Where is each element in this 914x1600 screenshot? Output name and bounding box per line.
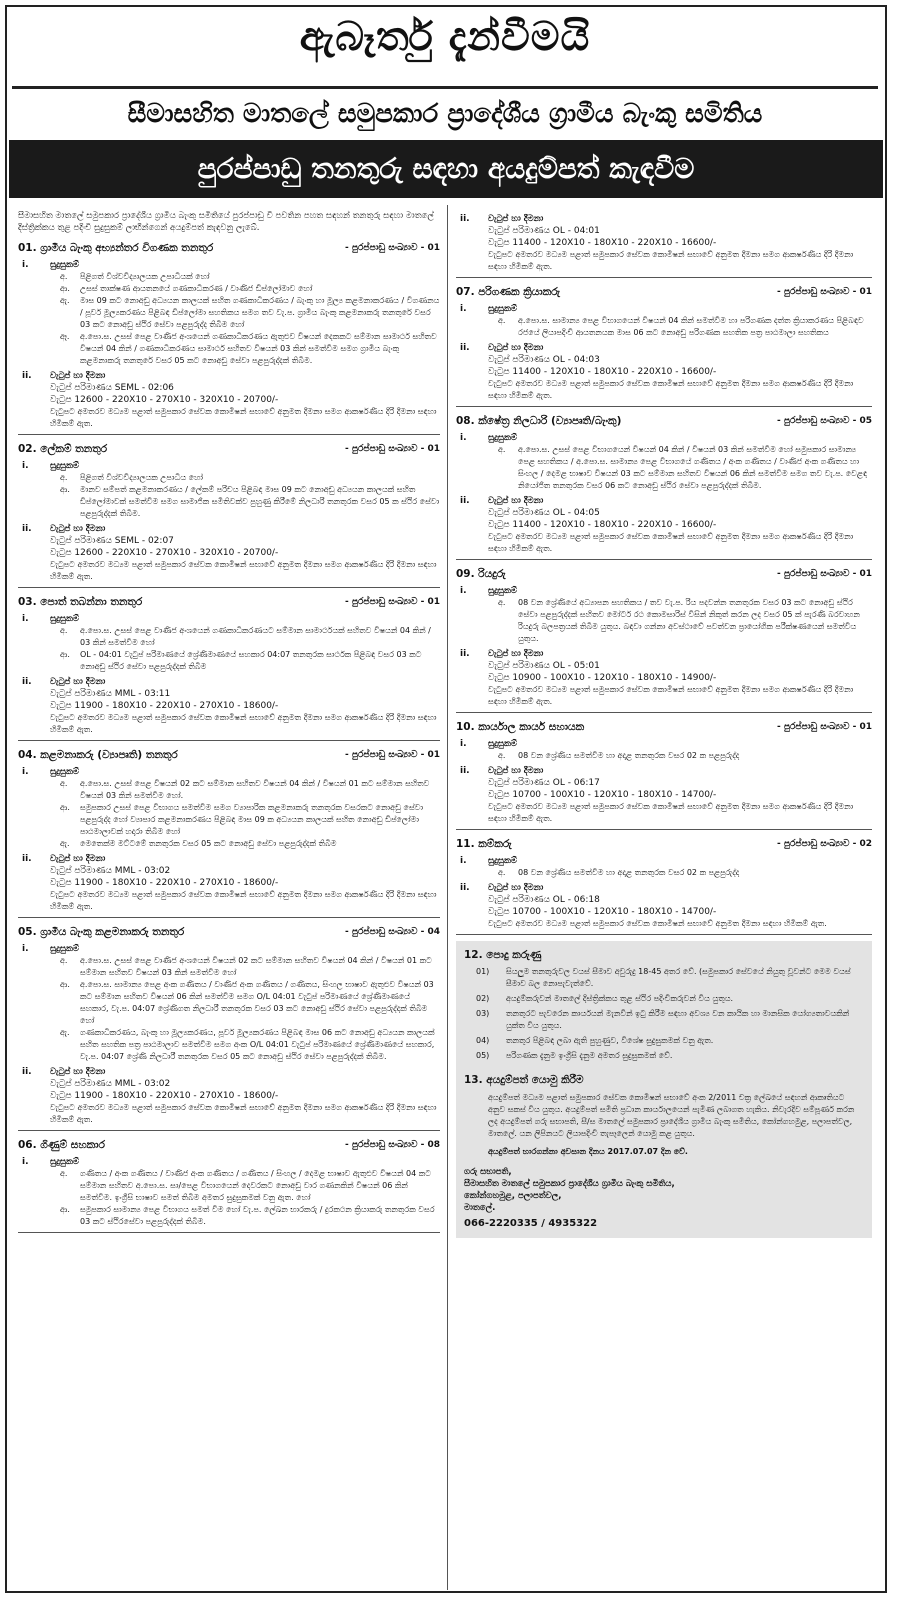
qualifications-number: i. bbox=[460, 739, 467, 749]
qualification-item bbox=[50, 283, 440, 295]
general-item bbox=[464, 1008, 864, 1032]
salary-body bbox=[488, 648, 872, 708]
salary-block bbox=[456, 342, 872, 402]
vacancy-section bbox=[456, 566, 872, 713]
salary-body bbox=[488, 213, 872, 273]
qualifications-label: සුදුසුකම් bbox=[488, 856, 518, 866]
salary-scale: වැටුප් පරිමාණය OL - 06:18 bbox=[488, 895, 600, 905]
vacancy-count: - පුරප්පාඩු සංඛ්‍යාව - 08 bbox=[345, 1140, 440, 1150]
salary-block bbox=[456, 765, 872, 825]
qualifications-number: i. bbox=[22, 767, 29, 777]
item-letter: ඇ. bbox=[60, 296, 70, 305]
qualifications-body bbox=[488, 855, 872, 879]
vacancy-count: - පුරප්පාඩු සංඛ්‍යාව - 01 bbox=[345, 243, 440, 253]
qualifications-block bbox=[18, 460, 440, 520]
salary-range: වැටුප 10700 - 100X10 - 120X10 - 180X10 - 14700/- bbox=[488, 790, 717, 800]
item-text: 08 වන ශ්‍රේණියේ අධ්‍යාපන සහතිකය / තව වැ.ප. රිය පදවන්න තනතුරක වසර 03 කට නොඅඩු ස්ථිර සේවා පළපුරුද්දක් සහිතව මෝටර් රථ කොමසාරිස් විසින් නිකුත් කරන ලද වසර 05 ක් පැරණි බරවාහන රියදුරු බලපත්‍රයක් තිබීම යුතුය. බඳවා ගන්නා අවස්ථාවේ පවත්වන ප්‍රායෝගික පරීක්ෂණයෙන් සමත්විය යුතුය. bbox=[518, 598, 860, 643]
vacancy-title bbox=[18, 240, 213, 256]
item-text: මාස 09 කට නොඅඩු අධ්‍යයන කාලයක් සහිත ගණකාධිකරණය / බැංකු හා මූල්‍ය කළමනාකරණය / විගණනය / පූර්ව මූල්‍යකරණය පිළිබඳ ඩිප්ලෝමා සහතිකය සමග තව වැ.ප. ග්‍රාමීය බැංකු කළමනාකරු තනතුරේ වසර 03 කට නොඅඩු ස්ථිර සේවා පළපුරුද්ද තිබීම හෝ bbox=[80, 296, 440, 329]
item-letter: අ. bbox=[498, 751, 506, 760]
qualifications-block bbox=[18, 259, 440, 367]
salary-block bbox=[18, 523, 440, 583]
qualification-item bbox=[50, 979, 440, 1027]
general-item-text: තනතුර පිළිබඳ ලබා ඇති පුහුණුව, විශේෂ සුදුසුකමක් වනු ඇත. bbox=[506, 1036, 714, 1045]
general-item-text: සියලුම තනතුරුවල වයස් සීමාව අවුරුදු 18-45 අතර වේ. (සමුපකාර සේවයේ නියුතු වූවන්ට මෙම වයස් සීමාව බල නොපැවැත්වේ. bbox=[506, 967, 851, 988]
qualifications-number: i. bbox=[460, 586, 467, 596]
general-item-text: තනතුරට පැවරෙන කාර්යයන් මැනවින් ඉටු කිරීම සඳහා අවශ්‍ය වන කායික හා මානසික යෝග්‍යතාවයකින් යුක්ත විය යුතුය. bbox=[506, 1009, 850, 1030]
salary-note: වැටුපට අමතරව මධ්‍යම පළාත් සමුපකාර සේවක කොමිෂන් සභාවේ අනුමත දීමනා සමග ආකර්ෂණීය දිරි දීමනා සඳහා හිමිකම් ඇත. bbox=[50, 890, 437, 911]
item-text: උසස් තාක්ෂණ ආයතනයේ ගණකාධිකරණ / වාණිජ ඩිප්ලෝමාව හෝ bbox=[80, 284, 313, 293]
salary-body bbox=[488, 882, 872, 930]
qualifications-body bbox=[50, 1156, 440, 1228]
qualifications-body bbox=[50, 460, 440, 520]
salary-scale: වැටුප් පරිමාණය OL - 04:03 bbox=[488, 355, 600, 365]
vacancy-title bbox=[18, 594, 142, 610]
vacancy-count: - පුරප්පාඩු සංඛ්‍යාව - 01 bbox=[345, 444, 440, 454]
salary-body bbox=[50, 370, 440, 430]
item-letter: ආ. bbox=[60, 803, 70, 812]
headline-banner: පුරප්පාඩු තනතුරු සඳහා අයදුම්පත් කැඳවීම bbox=[9, 140, 883, 198]
general-heading: 12. පොදු කරුණු bbox=[464, 949, 542, 961]
vacancy-title bbox=[456, 413, 621, 429]
salary-body bbox=[50, 676, 440, 736]
vacancy-title bbox=[18, 441, 107, 457]
vacancy-count: - පුරප්පාඩු සංඛ්‍යාව - 01 bbox=[345, 597, 440, 607]
salary-label: වැටුප් හා දීමනා bbox=[50, 371, 106, 381]
vacancy-count: - පුරප්පාඩු සංඛ්‍යාව - 01 bbox=[345, 750, 440, 760]
vacancy-number: 06. bbox=[18, 1139, 37, 1151]
item-text: අ.පො.ස. උසස් පෙළ විභාගයෙන් විෂයන් 04 කින් / විෂයන් 03 කින් සමත්වීම හෝ සමුපකාර සාමාන්‍ය පෙළ සහතිකය / අ.පො.ස. සාමාන්‍ය පෙළ විභාගයේ ගණිතය / අංක ගණිතය / වාණිජ අංක ගණිතය හා සිංහල / දෙමළ භාෂාව විෂයන් 03 කට සම්මාන සහිතව විෂයන් 06 කින් සමත්වීම සමග තව වැ.ප. වෙළඳ නියෝජිත තනතුරක වසර 06 කට නොඅඩු ස්ථිර සේවා පළපුරුද්දක් තිබීම. bbox=[518, 445, 868, 490]
salary-block bbox=[456, 882, 872, 930]
salary-scale: වැටුප් පරිමාණය SEML - 02:07 bbox=[50, 536, 174, 546]
contact-address-1: කෝන්ගහමුළ, පලාපත්වල, bbox=[464, 1191, 562, 1201]
salary-scale: වැටුප් පරිමාණය OL - 04:05 bbox=[488, 508, 600, 518]
vacancy-heading bbox=[18, 441, 440, 457]
vacancy-heading bbox=[456, 284, 872, 300]
salary-range: වැටුප 11900 - 180X10 - 220X10 - 270X10 - 18600/- bbox=[50, 701, 279, 711]
qualification-item bbox=[50, 802, 440, 838]
vacancy-title bbox=[18, 747, 178, 763]
salary-scale: වැටුප් පරිමාණය MML - 03:02 bbox=[50, 866, 171, 876]
item-text: මෙතෙක්ම මට්ටමේ තනතුරක වසර 05 කට නොඅඩු සේවා පළපුරුද්දක් තිබීම bbox=[80, 839, 337, 848]
vacancy-number: 08. bbox=[456, 415, 475, 427]
apply-body: අයදුම්පත් මධ්‍යම පළාත් සමුපකාර සේවක කොමිෂන් සභාවේ අංක 2/2011 චක්‍ර ලේඛයේ සඳහන් ආකෘතියට අනුව සකස් විය යුතුය. අයදුම්පත් සමිති ප්‍රධාන කාර්යාලයෙන් පැමිණ ලබාගත හැකිය. නිවැරදිව සම්පූර්ණ කරන ලද අයදුම්පත් ගරු සභාපති, සී/ස මාතලේ සමුපකාර ප්‍රාදේශීය ග්‍රාමීය බැංකු සමිතිය, කෝන්ගහමුළ, පලාපත්වල, මාතලේ. යන ලිපිනයට ලියාපදිංචි තැපෑලෙන් යොමු කළ යුතුය. bbox=[488, 1093, 855, 1138]
vacancy-heading bbox=[18, 1137, 440, 1153]
salary-body bbox=[488, 495, 872, 555]
general-item bbox=[464, 993, 864, 1005]
qualifications-number: i. bbox=[22, 614, 29, 624]
salary-note: වැටුපට අමතරව මධ්‍යම පළාත් සමුපකාර සේවක කොමිෂන් සභාවේ අනුමත දීමනා සඳහා හිමිකම් ඇත. bbox=[488, 919, 827, 928]
salary-label: වැටුප් හා දීමනා bbox=[488, 766, 544, 776]
qualifications-block bbox=[456, 432, 872, 492]
item-text: OL - 04:01 වැටුප් පරිමාණයේ ශ්‍රේණිමාණයේ සහකාර 04:07 තනතුරක සාර්ථක පිළිබඳ වසර 03 කට නොඅඩු ස්ථිර සේවා පළපුරුද්දක් තිබීම bbox=[80, 650, 422, 671]
vacancy-heading bbox=[456, 566, 872, 582]
salary-number: ii. bbox=[22, 854, 32, 864]
vacancy-number: 04. bbox=[18, 749, 37, 761]
qualification-item bbox=[50, 331, 440, 367]
qualifications-block bbox=[456, 855, 872, 879]
qualification-item bbox=[50, 484, 440, 520]
salary-scale: වැටුප් පරිමාණය MML - 03:02 bbox=[50, 1079, 171, 1089]
vacancy-count: - පුරප්පාඩු සංඛ්‍යාව - 01 bbox=[777, 569, 872, 579]
qualifications-number: i. bbox=[22, 944, 29, 954]
item-letter: ඇ. bbox=[60, 1028, 70, 1037]
qualifications-block bbox=[18, 613, 440, 673]
item-text: අ.පො.ස. උසස් පෙළ වාණිජ අංශයෙන් ගණකාධිකරණය ඇතුළුව විෂයන් දෙකකට සම්මාන සාමාර්ථ සහිතව විෂයන් 04 කින් / ගණකාධිකරණය සාමාර්ථ සහිතව විෂයන් 03 කින් සමත්වීම සමග ග්‍රාමීය බැංකු කළමනාකරු තනතුරේ වසර 05 කට නොඅඩු සේවා පළපුරුද්දක් තිබීම. bbox=[80, 332, 437, 365]
salary-note: වැටුපට අමතරව මධ්‍යම පළාත් සමුපකාර සේවක කොමිෂන් සභාවේ අනුමත දීමනා සමග ආකර්ෂණීය දිරි දීමනා සඳහා හිමිකම් ඇත. bbox=[50, 560, 437, 581]
vacancy-section bbox=[18, 924, 440, 1131]
qualifications-body bbox=[488, 303, 872, 339]
qualification-item bbox=[50, 295, 440, 331]
salary-body bbox=[50, 853, 440, 913]
vacancy-name: ක්ෂේත්‍ර නිලධාරි (ව්‍යාපෘති/බැංකු) bbox=[478, 415, 622, 427]
item-text: මානව සම්පත් කළමනාකරණය / ලේකම් පරිචය පිළිබඳ මාස 09 කට නොඅඩු අධ්‍යයන කාලයක් සහිත ඩිප්ලෝමාවක් සමත්වීම සමග සාමාජික සමිතිවක්ව පුහුණු කිරීමේ නිලධාරි තනතුරක වසර 05 ක ස්ථිර සේවා පළපුරුද්දක් තිබීම. bbox=[80, 485, 440, 518]
qualification-item bbox=[50, 1027, 440, 1063]
qualifications-number: i. bbox=[460, 304, 467, 314]
vacancy-count: - පුරප්පාඩු සංඛ්‍යාව - 05 bbox=[777, 416, 872, 426]
general-box bbox=[456, 941, 872, 1238]
qualification-item bbox=[488, 750, 872, 762]
qualifications-body bbox=[488, 432, 872, 492]
page-title: ඇබෑර්තු දැන්වීමයි bbox=[299, 14, 591, 60]
qualifications-label: සුදුසුකම් bbox=[50, 461, 80, 471]
item-text: අ.පො.ස. සාමාන්‍ය පෙළ අංක ගණිතය / වාණිජ අංක ගණිතය / ගණිතය, සිංහල භාෂාව ඇතුළුව විෂයන් 03 කට සම්මාන සහිතව විෂයන් 06 කින් සමත්වීම සමග O/L 04:01 වැටුප් පරිමාණයේ ශ්‍රේණිමාණයේ සහකාර, වැ.ප. 04:07 ශ්‍රේණිගත නිලධාරී තනතුරක වසර 03 කට නොඅඩු ස්ථිර සේවා පළපුරුද්දක් තිබීම හෝ bbox=[80, 980, 434, 1025]
vacancy-section bbox=[456, 213, 872, 278]
vacancy-heading bbox=[456, 719, 872, 735]
salary-number: ii. bbox=[460, 766, 470, 776]
salary-label: වැටුප් හා දීමනා bbox=[50, 524, 106, 534]
qualifications-body bbox=[488, 738, 872, 762]
item-letter: ආ. bbox=[60, 485, 70, 494]
item-letter: අ. bbox=[498, 598, 506, 607]
vacancy-number: 02. bbox=[18, 443, 37, 455]
salary-number: ii. bbox=[460, 883, 470, 893]
item-text: ගණකාධිකරණය, බැංකු හා මූල්‍යකරණය, පූර්ව මූල්‍යකරණය පිළිබඳ මාස 06 කට නොඅඩු අධ්‍යයන කාලයක් සහිත සහතික පත්‍ර පාඨමාලාව සමත්වීම සමග අංක O/L 04:01 වැටුප් පරිමාණයේ ශ්‍රේණිමාණයේ සහකාර, වැ.ප. 04:07 ශ්‍රේණි නිලධාරී තනතුරක වසර 05 කට නොඅඩු ස්ථිර සේවා පළපුරුද්දක් තිබීම. bbox=[80, 1028, 435, 1061]
vacancy-title bbox=[18, 924, 184, 940]
contact-phone: 066-2220335 / 4935322 bbox=[464, 1218, 598, 1229]
salary-note: වැටුපට අමතරව මධ්‍යම පළාත් සමුපකාර සේවක කොමිෂන් සභාවේ අනුමත දීමනා සමග ආකර්ෂණීය දිරි දීමනා සඳහා හිමිකම් ඇත. bbox=[488, 685, 854, 706]
vacancy-heading bbox=[18, 924, 440, 940]
closing-date: අයදුම්පත් භාරගන්නා අවසාන දිනය 2017.07.07 දින වේ. bbox=[488, 1147, 688, 1156]
vacancy-number: 03. bbox=[18, 596, 37, 608]
general-item-number: 04) bbox=[476, 1036, 490, 1045]
left-column bbox=[18, 210, 440, 1239]
intro-paragraph: සීමාසහිත මාතලේ සමුපකාර ප්‍රාදේශීය ග්‍රාමීය බැංකු සමිතියේ පුරප්පාඩු වී පවතින පහත සඳහන් තනතුරු සඳහා මාතලේ දිස්ත්‍රික්කය තුළ පදිංචි සුදුසුකම් ලාභීන්ගෙන් අයදුම්පත් කැඳවනු ලැබේ. bbox=[18, 211, 434, 233]
qualification-item bbox=[488, 867, 872, 879]
qualifications-label: සුදුසුකම් bbox=[488, 586, 518, 596]
vacancy-title bbox=[456, 566, 506, 582]
salary-scale: වැටුප් පරිමාණය OL - 05:01 bbox=[488, 661, 600, 671]
salary-label: වැටුප් හා දීමනා bbox=[488, 883, 544, 893]
vacancy-count: - පුරප්පාඩු සංඛ්‍යාව - 01 bbox=[777, 722, 872, 732]
vacancy-name: ලේකම් තනතුර bbox=[40, 443, 108, 455]
general-item bbox=[464, 966, 864, 990]
salary-block bbox=[18, 370, 440, 430]
salary-range: වැටුප 10900 - 100X10 - 120X10 - 180X10 - 14900/- bbox=[488, 673, 717, 683]
item-text: අ.පො.ස. උසස් පෙළ වාණිජ අංශයෙන් විෂයන් 02 කට සම්මාන සහිතව විෂයන් 04 කින් / විෂයන් 01 කට සම්මාන සහිතව විෂයන් 03 කින් සමත්වීම හෝ bbox=[80, 956, 432, 977]
qualification-item bbox=[50, 472, 440, 484]
qualification-item bbox=[50, 649, 440, 673]
item-letter: අ. bbox=[498, 316, 506, 325]
salary-block bbox=[456, 213, 872, 273]
general-item-number: 03) bbox=[476, 1009, 490, 1018]
item-letter: අ. bbox=[60, 626, 68, 635]
item-letter: අ. bbox=[498, 868, 506, 877]
vacancy-title bbox=[18, 1137, 105, 1153]
vacancy-section bbox=[456, 719, 872, 830]
item-letter: අ. bbox=[60, 779, 68, 788]
salary-block bbox=[456, 495, 872, 555]
vacancy-name: ගිණුම් සහකාර bbox=[40, 1139, 105, 1151]
qualifications-body bbox=[50, 613, 440, 673]
qualification-item bbox=[50, 838, 440, 850]
salary-note: වැටුපට අමතරව මධ්‍යම පළාත් සමුපකාර සේවක කොමිෂන් සභාවේ අනුමත දීමනා සමග ආකර්ෂණීය දිරි දීමනා සඳහා හිමිකම් ඇත. bbox=[488, 250, 854, 271]
qualifications-block bbox=[18, 766, 440, 850]
contact-salutation: ගරු සභාපති, bbox=[464, 1167, 512, 1177]
qualifications-block bbox=[456, 303, 872, 339]
vacancy-heading bbox=[18, 594, 440, 610]
vacancy-count: - පුරප්පාඩු සංඛ්‍යාව - 01 bbox=[777, 287, 872, 297]
vacancy-number: 05. bbox=[18, 926, 37, 938]
salary-number: ii. bbox=[22, 524, 32, 534]
salary-body bbox=[488, 342, 872, 402]
salary-number: ii. bbox=[460, 649, 470, 659]
salary-body bbox=[50, 1066, 440, 1126]
vacancy-section bbox=[456, 284, 872, 407]
salary-range: වැටුප 10700 - 100X10 - 120X10 - 180X10 - 14700/- bbox=[488, 907, 717, 917]
salary-label: වැටුප් හා දීමනා bbox=[50, 677, 106, 687]
salary-number: ii. bbox=[22, 371, 32, 381]
vacancy-name: කාර්යාල කාර්ය සහායක bbox=[478, 721, 585, 733]
qualifications-number: i. bbox=[22, 260, 29, 270]
vacancy-name: ග්‍රාමීය බැංකු අභ්‍යන්තර විගණක තනතුර bbox=[40, 242, 214, 254]
qualification-item bbox=[488, 444, 872, 492]
salary-note: වැටුපට අමතරව මධ්‍යම පළාත් සමුපකාර සේවක කොමිෂන් සභාවේ අනුමත දීමනා සමග ආකර්ෂණීය දිරි දීමනා සඳහා හිමිකම් ඇත. bbox=[50, 407, 437, 428]
vacancy-count: - පුරප්පාඩු සංඛ්‍යාව - 02 bbox=[777, 839, 872, 849]
vacancy-name: ග්‍රාමීය බැංකු කළමනාකරු තනතුර bbox=[40, 926, 185, 938]
salary-range: වැටුප 11900 - 180X10 - 220X10 - 270X10 - 18600/- bbox=[50, 878, 279, 888]
vacancy-name: කළමනාකරු (ව්‍යාපෘති) තනතුර bbox=[40, 749, 178, 761]
right-column bbox=[456, 210, 872, 1238]
vacancy-title bbox=[456, 284, 560, 300]
contact-address-2: මාතලේ. bbox=[464, 1203, 496, 1213]
qualification-item bbox=[50, 778, 440, 802]
item-letter: ආ. bbox=[60, 284, 70, 293]
salary-label: වැටුප් හා දීමනා bbox=[50, 1067, 106, 1077]
column-divider bbox=[447, 205, 448, 1590]
qualifications-block bbox=[456, 738, 872, 762]
salary-scale: වැටුප් පරිමාණය OL - 04:01 bbox=[488, 226, 600, 236]
salary-block bbox=[18, 853, 440, 913]
qualification-item bbox=[50, 271, 440, 283]
general-item-text: අයදුම්කරුවන් මාතලේ දිස්ත්‍රික්කය තුළ ස්ථිර පදිංචිකරුවන් විය යුතුය. bbox=[506, 994, 734, 1003]
apply-heading: 13. අයදුම්පත් යොමු කිරීම bbox=[464, 1074, 584, 1086]
salary-label: වැටුප් හා දීමනා bbox=[50, 854, 106, 864]
qualifications-label: සුදුසුකම් bbox=[488, 433, 518, 443]
item-text: සමුපකාර සාමාන්‍ය පෙළ විභාගය සමත් වීම හෝ වැ.ප. ලේඛන භාරකරු / දුරකථන ක්‍රියාකරු තනතුරක වසර 03 කට ස්ථිරසේවා පළපුරුද්දක් තිබීම. bbox=[80, 1205, 435, 1226]
general-item bbox=[464, 1050, 864, 1062]
qualification-item bbox=[50, 625, 440, 649]
item-text: අ.පො.ස. උසස් පෙළ වාණිජ අංශයෙන් ගණකාධිකරණයට සම්මාන සාමාර්ථයක් සහිතව විෂයන් 04 කින් / 03 කින් සමත්වීම හෝ bbox=[80, 626, 431, 647]
general-item-number: 02) bbox=[476, 994, 490, 1003]
vacancy-name: පරිගණක ක්‍රියාකරු bbox=[478, 286, 561, 298]
vacancy-number: 11. bbox=[456, 838, 475, 850]
vacancy-heading bbox=[456, 836, 872, 852]
salary-number: ii. bbox=[460, 343, 470, 353]
item-letter: ආ. bbox=[60, 1205, 70, 1214]
item-letter: ආ. bbox=[60, 980, 70, 989]
vacancy-number: 09. bbox=[456, 568, 475, 580]
item-letter: අ. bbox=[60, 272, 68, 281]
qualifications-body bbox=[488, 585, 872, 645]
contact-org: සීමාසහිත මාතලේ සමුපකාර ප්‍රාදේශීය ග්‍රාමීය බැංකු සමිතිය, bbox=[464, 1179, 675, 1189]
qualifications-label: සුදුසුකම් bbox=[50, 1157, 80, 1167]
general-item-number: 05) bbox=[476, 1051, 490, 1060]
vacancy-number: 01. bbox=[18, 242, 37, 254]
qualifications-block bbox=[18, 943, 440, 1063]
salary-number: ii. bbox=[460, 214, 470, 224]
salary-label: වැටුප් හා දීමනා bbox=[488, 214, 544, 224]
item-text: පිළිගත් විශ්වවිද්‍යාලයක උපාධියක් හෝ bbox=[80, 272, 210, 281]
vacancy-heading bbox=[18, 240, 440, 256]
salary-label: වැටුප් හා දීමනා bbox=[488, 649, 544, 659]
salary-range: වැටුප 11900 - 180X10 - 220X10 - 270X10 - 18600/- bbox=[50, 1091, 279, 1101]
salary-range: වැටුප 11400 - 120X10 - 180X10 - 220X10 - 16600/- bbox=[488, 238, 717, 248]
item-text: ගණිතය / අංක ගණිතය / වාණිජ අංක ගණිතය / ගණිතය / සිංහල / දෙමළ භාෂාව ඇතුළුව විෂයන් 04 කට සම්මාන සහිතව අ.පො.ස. සා/පෙළ විභාගයෙන් දෙවරකට නොඅඩු වාර ගණනකින් විෂයන් 06 කින් සමත්වීම. ඉංග්‍රීසි භාෂාව සමත් තිබීම අමතර සුදුසුකමක් වනු ඇත. හෝ bbox=[80, 1169, 431, 1202]
item-text: පිළිගත් විශ්වවිද්‍යාලයක උපාධිය හෝ bbox=[80, 473, 204, 482]
salary-scale: වැටුප් පරිමාණය MML - 03:11 bbox=[50, 689, 171, 699]
salary-block bbox=[18, 1066, 440, 1126]
vacancy-heading bbox=[456, 413, 872, 429]
vacancy-section bbox=[18, 441, 440, 588]
vacancy-section bbox=[456, 836, 872, 935]
qualifications-block bbox=[456, 585, 872, 645]
qualifications-label: සුදුසුකම් bbox=[50, 260, 80, 270]
salary-label: වැටුප් හා දීමනා bbox=[488, 343, 544, 353]
salary-range: වැටුප 12600 - 220X10 - 270X10 - 320X10 - 20700/- bbox=[50, 548, 279, 558]
salary-number: ii. bbox=[22, 1067, 32, 1077]
vacancy-name: රියදුරු bbox=[478, 568, 506, 580]
qualifications-label: සුදුසුකම් bbox=[488, 304, 518, 314]
qualifications-body bbox=[50, 259, 440, 367]
qualification-item bbox=[488, 597, 872, 645]
salary-number: ii. bbox=[460, 496, 470, 506]
item-letter: ඈ. bbox=[60, 332, 70, 341]
salary-range: වැටුප 12600 - 220X10 - 270X10 - 320X10 - 20700/- bbox=[50, 395, 279, 405]
item-letter: අ. bbox=[498, 445, 506, 454]
general-item bbox=[464, 1035, 864, 1047]
vacancy-name: පොත් තබන්නා තනතුර bbox=[40, 596, 143, 608]
qualifications-label: සුදුසුකම් bbox=[488, 739, 518, 749]
salary-range: වැටුප 11400 - 120X10 - 180X10 - 220X10 - 16600/- bbox=[488, 520, 717, 530]
salary-note: වැටුපට අමතරව මධ්‍යම පළාත් සමුපකාර සේවක කොමිෂන් සභාවේ අනුමත දීමනා සමග ආකර්ෂණීය දිරි දීමනා සඳහා හිමිකම් ඇත. bbox=[50, 1103, 437, 1124]
salary-note: වැටුපට අමතරව මධ්‍යම පළාත් සමුපකාර සේවක කොමිෂන් සභාවේ අනුමත දීමනා සමග ආකර්ෂණීය දිරි දීමනා සඳහා හිමිකම් ඇත. bbox=[50, 713, 437, 734]
vacancy-title bbox=[456, 719, 584, 735]
item-letter: ආ. bbox=[60, 650, 70, 659]
qualifications-label: සුදුසුකම් bbox=[50, 614, 80, 624]
vacancy-number: 10. bbox=[456, 721, 475, 733]
item-text: 08 වන ශ්‍රේණිය සමත්වීම හා අදාළ තනතුරක වසර 02 ක පළපුරුද්ද bbox=[518, 751, 740, 760]
item-text: සමුපකාර උසස් පෙළ විභාගය සමත්වීම සමග ව්‍යාපාරික කළමනාකරු තනතුරක වසරකට නොඅඩු සේවා පළපුරුද්ද හෝ ව්‍යාපාර කළමනාකරණය පිළිබඳ මාස 09 ක අධ්‍යයන කාලයක් සහිත නොඅඩු ඩිප්ලෝමා පාඨමාලාවක් හදාරා තිබීම හෝ bbox=[80, 803, 424, 836]
qualifications-label: සුදුසුකම් bbox=[50, 767, 80, 777]
vacancy-number: 07. bbox=[456, 286, 475, 298]
item-letter: අ. bbox=[60, 1169, 68, 1178]
qualification-item bbox=[50, 1204, 440, 1228]
salary-block bbox=[18, 676, 440, 736]
qualifications-body bbox=[50, 766, 440, 850]
salary-note: වැටුපට අමතරව මධ්‍යම පළාත් සමුපකාර සේවක කොමිෂන් සභාවේ අනුමත දීමනා සමග ආකර්ෂණීය දිරි දීමනා සඳහා හිමිකම් ඇත. bbox=[488, 379, 854, 400]
salary-range: වැටුප 11400 - 120X10 - 180X10 - 220X10 - 16600/- bbox=[488, 367, 717, 377]
item-letter: අ. bbox=[60, 473, 68, 482]
item-text: අ.පො.ස. උසස් පෙළ විෂයන් 02 කට සම්මාන සහිතව විෂයන් 04 කින් / විෂයන් 01 කට සම්මාන සහිතව විෂයන් 03 කින් සමත්වීම හෝ. bbox=[80, 779, 430, 800]
qualification-item bbox=[50, 1168, 440, 1204]
qualifications-number: i. bbox=[22, 461, 29, 471]
vacancy-section bbox=[18, 747, 440, 918]
general-item-number: 01) bbox=[476, 967, 490, 976]
item-text: අ.පො.ස. සාමාන්‍ය පෙළ විභාගයෙන් විෂයන් 04 කින් සමත්වීම හා පරිගණක දත්ත ක්‍රියාකරණය පිළිබඳව රජයේ ලියාපදිංචි ආයතනයක මාස 06 කට නොඅඩු පරිගණක සහතික පත්‍ර පාඨමාලා සහතිකය bbox=[518, 316, 864, 337]
vacancy-name: කම්කරු bbox=[478, 838, 512, 850]
salary-note: වැටුපට අමතරව මධ්‍යම පළාත් සමුපකාර සේවක කොමිෂන් සභාවේ අනුමත දීමනා සමග ආකර්ෂණීය දිරි දීමනා සඳහා හිමිකම් ඇත. bbox=[488, 532, 854, 553]
vacancy-section bbox=[18, 594, 440, 741]
item-letter: ඇ. bbox=[60, 839, 70, 848]
qualifications-body bbox=[50, 943, 440, 1063]
salary-body bbox=[488, 765, 872, 825]
salary-scale: වැටුප් පරිමාණය SEML - 02:06 bbox=[50, 383, 174, 393]
vacancy-section bbox=[456, 413, 872, 560]
item-text: 08 වන ශ්‍රේණිය සමත්වීම හා අදාළ තනතුරක වසර 02 ක පළපුරුද්ද bbox=[518, 868, 740, 877]
contact-block bbox=[464, 1166, 864, 1230]
salary-number: ii. bbox=[22, 677, 32, 687]
vacancy-section bbox=[18, 240, 440, 435]
salary-label: වැටුප් හා දීමනා bbox=[488, 496, 544, 506]
vacancy-title bbox=[456, 836, 512, 852]
vacancy-count: - පුරප්පාඩු සංඛ්‍යාව - 04 bbox=[345, 927, 440, 937]
salary-block bbox=[456, 648, 872, 708]
organization-name: සීමාසහිත මාතලේ සමුපකාර ප්‍රාදේශීය ග්‍රාමීය බැංකු සමිතිය bbox=[12, 86, 878, 136]
item-letter: අ. bbox=[60, 956, 68, 965]
salary-note: වැටුපට අමතරව මධ්‍යම පළාත් සමුපකාර සේවක කොමිෂන් සභාවේ අනුමත දීමනා සමග ආකර්ෂණීය දිරි දීමනා සඳහා හිමිකම් ඇත. bbox=[488, 802, 854, 823]
qualifications-label: සුදුසුකම් bbox=[50, 944, 80, 954]
salary-body bbox=[50, 523, 440, 583]
qualification-item bbox=[488, 315, 872, 339]
salary-scale: වැටුප් පරිමාණය OL - 06:17 bbox=[488, 778, 600, 788]
qualification-item bbox=[50, 955, 440, 979]
vacancy-heading bbox=[18, 747, 440, 763]
qualifications-number: i. bbox=[460, 433, 467, 443]
qualifications-block bbox=[18, 1156, 440, 1228]
general-item-text: පරිගණක දැනුම ඉංග්‍රීසි දැනුම අමතර සුදුසුකමක් වේ. bbox=[506, 1051, 673, 1060]
qualifications-number: i. bbox=[460, 856, 467, 866]
qualifications-number: i. bbox=[22, 1157, 29, 1167]
vacancy-section bbox=[18, 1137, 440, 1233]
